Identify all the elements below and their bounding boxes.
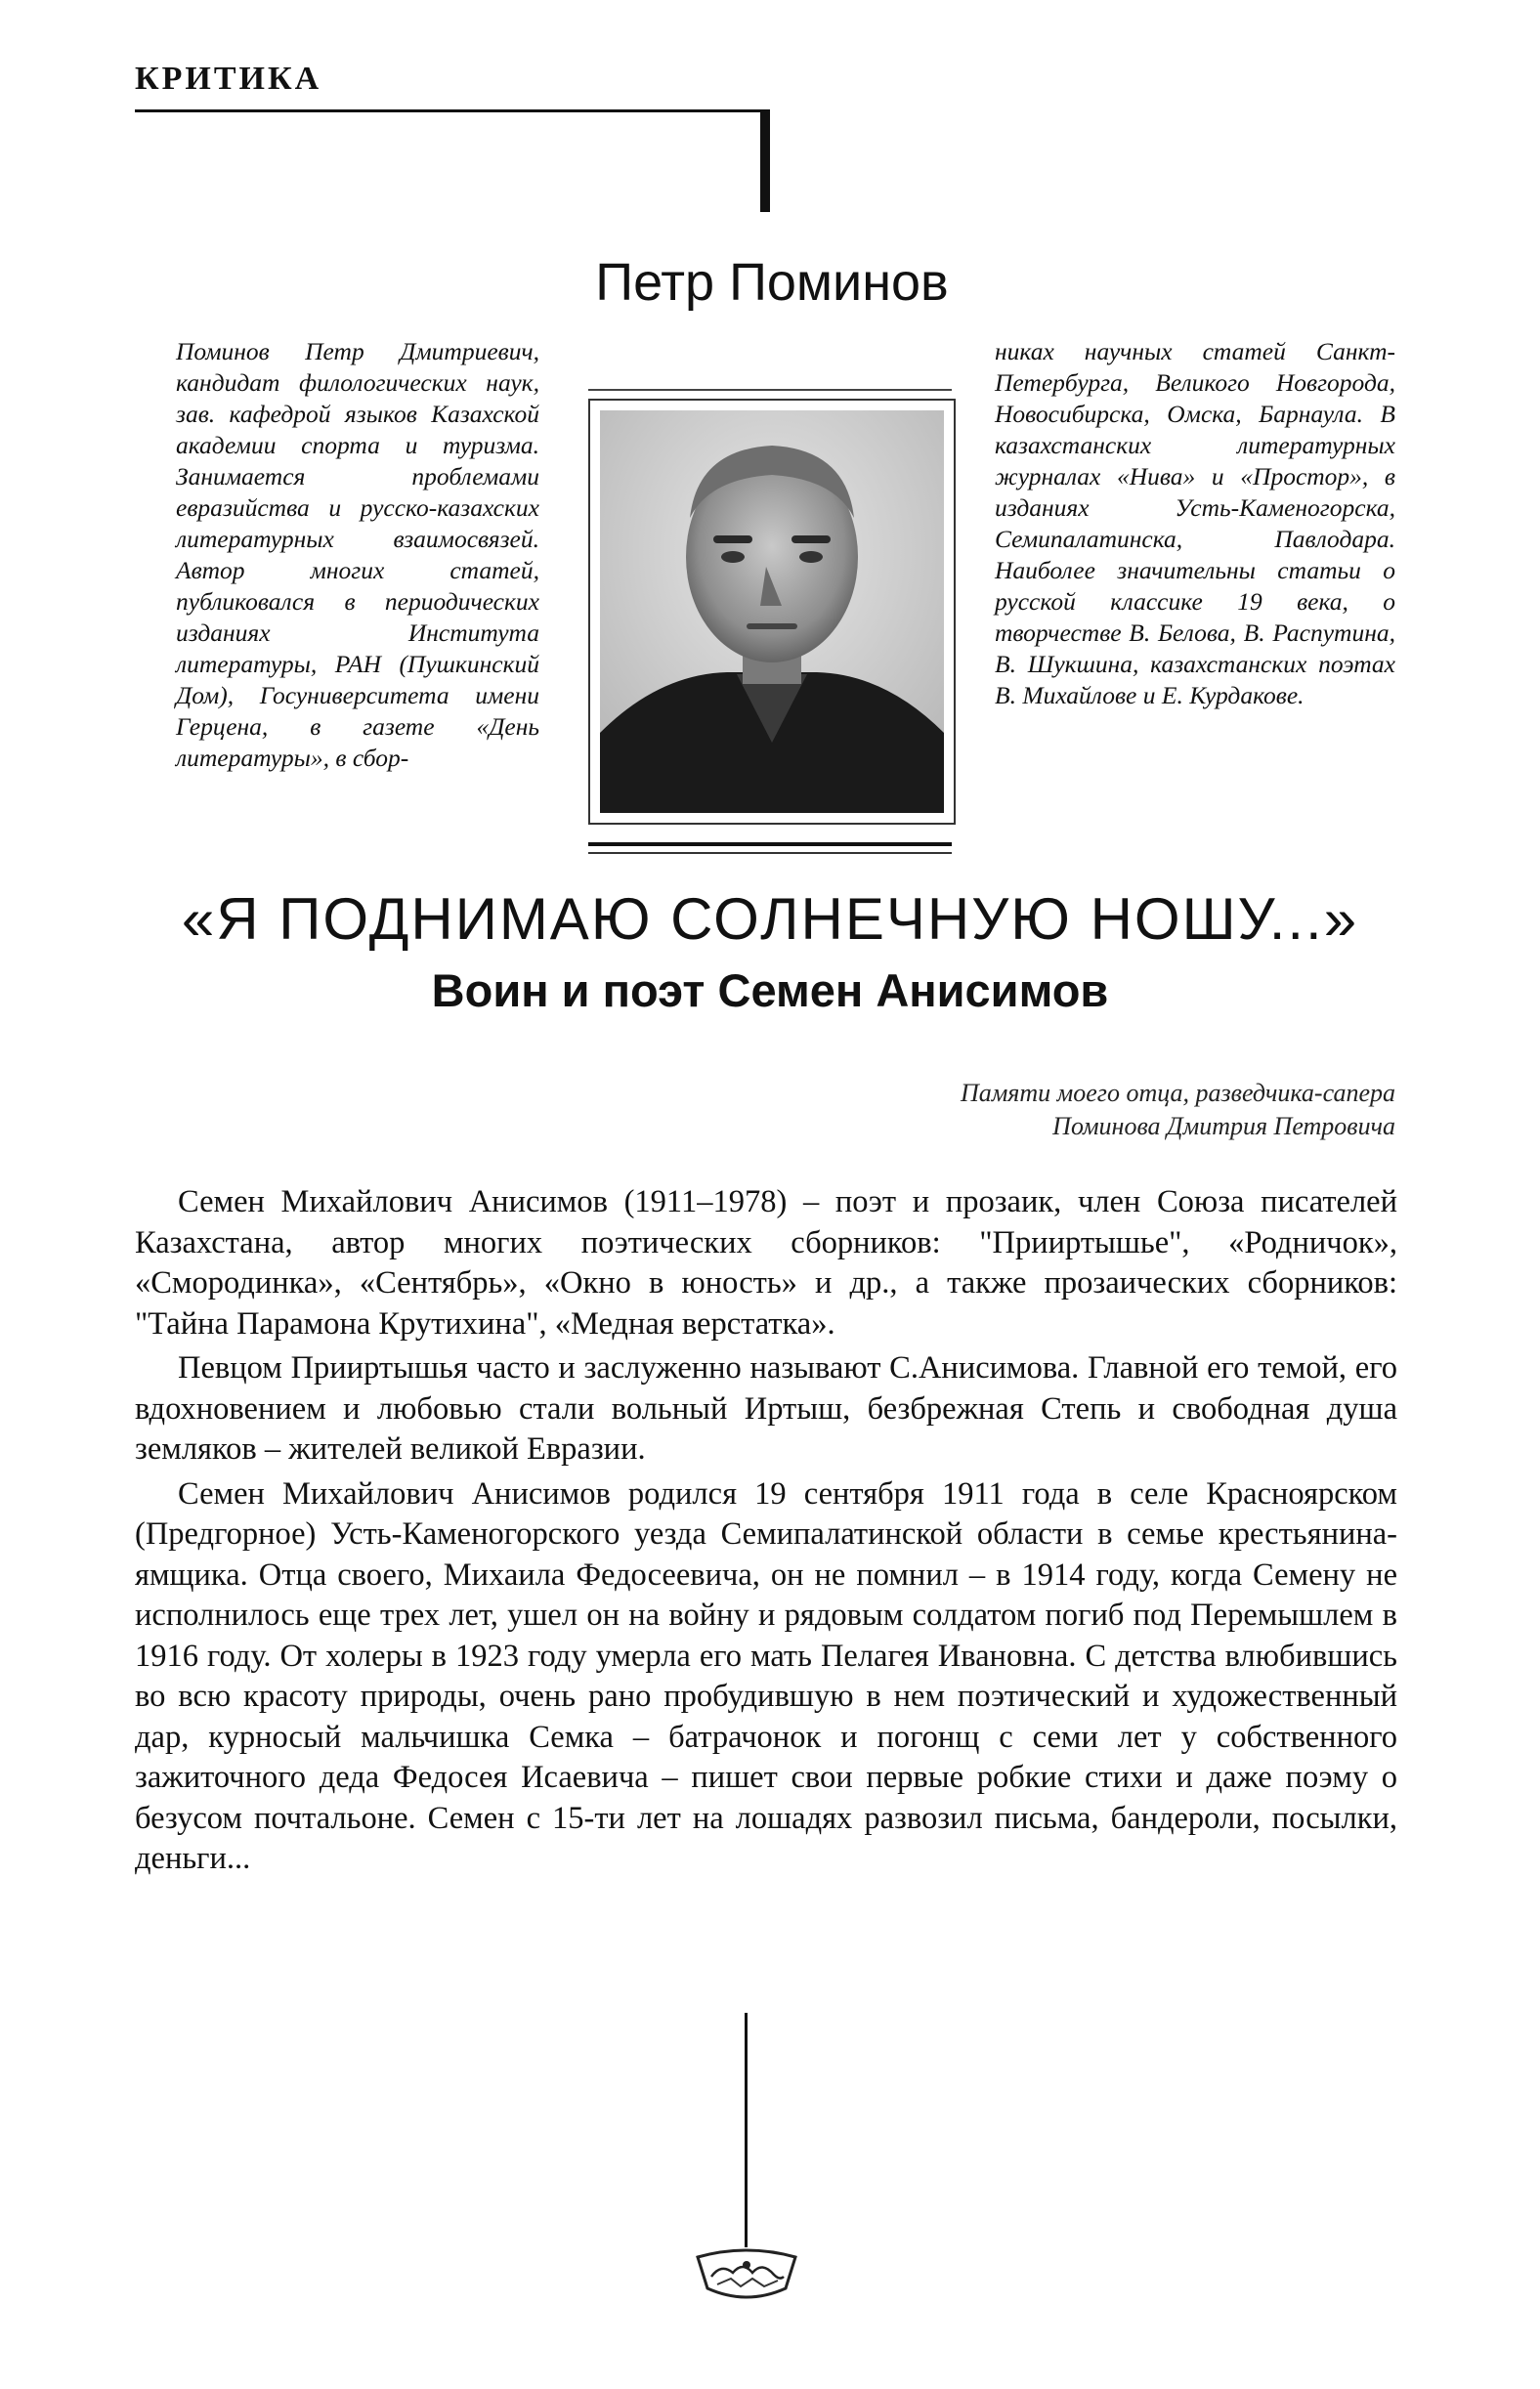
header-rule-vertical bbox=[760, 109, 770, 212]
author-photo-frame bbox=[588, 399, 956, 825]
photo-top-rule bbox=[588, 389, 952, 391]
paragraph: Семен Михайлович Анисимов (1911–1978) – поэт и прозаик, член Союза писателей Казахстана, автор многих поэтических сборников: "Прииртышье", «Родничок», «Смородинка», «Сентябрь», «Окно в юность» и др., а также прозаических сборников: "Тайна Парамона Крутихина", «Медная верстатка». bbox=[135, 1184, 1397, 1342]
photo-bottom-rule-thin bbox=[588, 852, 952, 854]
section-label: КРИТИКА bbox=[135, 61, 322, 97]
footer-rule-vertical bbox=[745, 2013, 748, 2247]
article-title: «Я ПОДНИМАЮ СОЛНЕЧНУЮ НОШУ...» bbox=[181, 886, 1359, 952]
article-subtitle: Воин и поэт Семен Анисимов bbox=[431, 964, 1109, 1016]
ornament-icon bbox=[692, 2238, 801, 2308]
epigraph-line-1: Памяти моего отца, разведчика-сапера bbox=[960, 1079, 1395, 1107]
paragraph: Певцом Прииртышья часто и заслуженно называют С.Анисимова. Главной его темой, его вдохновением и любовью стали вольный Иртыш, безбрежная Степь и свободная душа земляков – жителей великой Евразии. bbox=[135, 1350, 1397, 1467]
paragraph: Семен Михайлович Анисимов родился 19 сентября 1911 года в селе Красноярском (Предгорное) Усть-Каменогорского уезда Семипалатинской области в семье крестьянина-ямщика. Отца своего, Михаила Федосеевича, он не помнил – в 1914 году, когда Семену не исполнилось еще трех лет, ушел он на войну и рядовым солдатом погиб под Перемышлем в 1916 году. От холеры в 1923 году умерла его мать Пелагея Ивановна. С детства влюбившись во всю красоту природы, очень рано пробудившую в нем поэтический и художественный дар, курносый мальчишка Семка – батрачонок и погонщ с семи лет у собственного зажиточного деда Федосея Исаевича – пишет свои первые робкие стихи и даже поэму о безусом почтальоне. Семен с 15-ти лет на лошадях развозил письма, бандероли, посылки, деньги... bbox=[135, 1475, 1397, 1876]
author-bio-right: никах научных статей Санкт-Петербурга, Великого Новгорода, Новосибирска, Омска, Барнаула. В казахстанских литературных журналах «Нива» и «Простор», в изданиях Усть-Каменогорска, Семипалатинска, Павлодара. Наиболее значительны статьи о русской классике 19 века, о творчестве В. Белова, В. Распутина, В. Шукшина, казахстанских поэтах В. Михайлове и Е. Курдакове. bbox=[995, 337, 1395, 709]
epigraph-line-2: Поминова Дмитрия Петровича bbox=[1052, 1112, 1395, 1140]
author-bio-left: Поминов Петр Дмитриевич, кандидат филологических наук, зав. кафедрой языков Казахской академии спорта и туризма. Занимается проблемами евразийства и русско-казахских литературных взаимосвязей. Автор многих статей, публиковался в периодических изданиях Института литературы, РАН (Пушкинский Дом), Госуниверситета имени Герцена, в газете «День литературы», в сбор- bbox=[176, 337, 539, 772]
article-body bbox=[135, 1182, 1397, 1884]
header-rule bbox=[135, 109, 770, 112]
author-name: Петр Поминов bbox=[595, 253, 949, 312]
epigraph bbox=[489, 1077, 1395, 1143]
author-photo bbox=[600, 410, 944, 813]
photo-bottom-rule bbox=[588, 842, 952, 846]
